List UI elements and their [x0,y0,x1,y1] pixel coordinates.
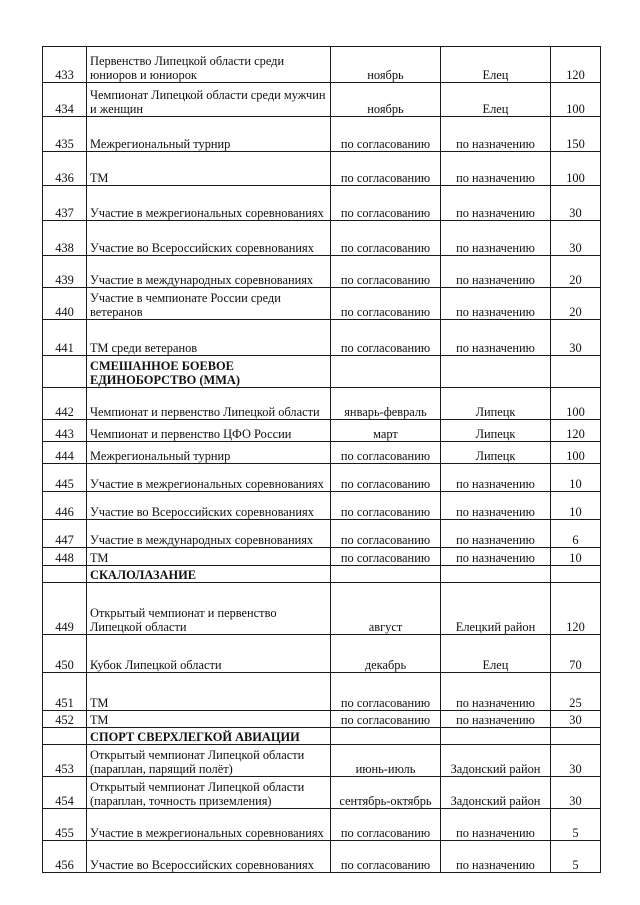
participants-count: 10 [551,492,601,520]
row-number: 441 [43,320,87,356]
table-row [43,221,601,256]
participants-count: 100 [551,83,601,117]
participants-count: 10 [551,548,601,566]
event-date: по согласованию [331,117,441,152]
event-date: июнь-июль [331,745,441,777]
row-number: 447 [43,520,87,548]
event-date: август [331,583,441,635]
row-number: 451 [43,673,87,711]
event-place: по назначению [441,256,551,288]
event-name: ТМ [87,152,331,186]
participants-count: 150 [551,117,601,152]
event-name: Участие в межрегиональных соревнованиях [87,809,331,841]
event-date: по согласованию [331,841,441,873]
event-name: Кубок Липецкой области [87,635,331,673]
participants-count: 10 [551,464,601,492]
event-place: Задонский район [441,745,551,777]
row-number: 440 [43,288,87,320]
participants-count: 70 [551,635,601,673]
table-row [43,745,601,777]
event-date: март [331,420,441,442]
event-name: ТМ [87,673,331,711]
section-title: СКАЛОЛАЗАНИЕ [87,566,331,583]
event-place: по назначению [441,548,551,566]
row-number: 436 [43,152,87,186]
event-date: по согласованию [331,464,441,492]
event-name: Участие в межрегиональных соревнованиях [87,186,331,221]
event-place: по назначению [441,152,551,186]
table-row [43,548,601,566]
row-number: 434 [43,83,87,117]
event-date: по согласованию [331,442,441,464]
event-place: по назначению [441,711,551,728]
event-place: по назначению [441,186,551,221]
participants-count: 30 [551,711,601,728]
event-name: ТМ среди ветеранов [87,320,331,356]
table-row [43,673,601,711]
event-name: Участие во Всероссийских соревнованиях [87,841,331,873]
event-place [441,566,551,583]
event-date [331,728,441,745]
event-date [331,566,441,583]
table-row [43,47,601,83]
table-row [43,152,601,186]
row-number: 455 [43,809,87,841]
row-number: 454 [43,777,87,809]
event-name: ТМ [87,711,331,728]
table-row [43,711,601,728]
event-name: Межрегиональный турнир [87,442,331,464]
event-date: по согласованию [331,221,441,256]
event-place: по назначению [441,809,551,841]
row-number: 450 [43,635,87,673]
event-date: декабрь [331,635,441,673]
events-table [42,46,601,873]
table-row [43,420,601,442]
section-title: СМЕШАННОЕ БОЕВОЕ ЕДИНОБОРСТВО (ММА) [87,356,331,388]
event-date: сентябрь-октябрь [331,777,441,809]
event-place: по назначению [441,117,551,152]
event-place [441,356,551,388]
participants-count: 25 [551,673,601,711]
table-row [43,186,601,221]
event-name: Чемпионат и первенство Липецкой области [87,388,331,420]
event-date: по согласованию [331,711,441,728]
table-row [43,117,601,152]
event-name: Чемпионат Липецкой области среди мужчин и женщин [87,83,331,117]
event-name: Открытый чемпионат Липецкой области (параплан, парящий полёт) [87,745,331,777]
participants-count: 30 [551,221,601,256]
event-place: по назначению [441,221,551,256]
event-date: ноябрь [331,47,441,83]
row-number: 456 [43,841,87,873]
event-place: по назначению [441,520,551,548]
table-row [43,442,601,464]
participants-count: 120 [551,420,601,442]
row-number [43,728,87,745]
event-place: Липецк [441,442,551,464]
row-number: 453 [43,745,87,777]
participants-count: 100 [551,388,601,420]
event-name: Открытый чемпионат и первенство Липецкой области [87,583,331,635]
participants-count: 20 [551,288,601,320]
table-row [43,583,601,635]
event-date: по согласованию [331,256,441,288]
table-row [43,809,601,841]
participants-count: 100 [551,442,601,464]
event-place: Елец [441,47,551,83]
row-number: 439 [43,256,87,288]
event-name: ТМ [87,548,331,566]
participants-count: 30 [551,745,601,777]
table-row [43,492,601,520]
event-date: по согласованию [331,152,441,186]
section-header-row [43,566,601,583]
row-number: 433 [43,47,87,83]
participants-count: 120 [551,583,601,635]
table-row [43,83,601,117]
section-header-row [43,356,601,388]
row-number: 449 [43,583,87,635]
event-date: по согласованию [331,673,441,711]
event-place: Липецк [441,420,551,442]
event-place: Елец [441,83,551,117]
event-place: Задонский район [441,777,551,809]
event-date [331,356,441,388]
event-name: Открытый чемпионат Липецкой области (параплан, точность приземления) [87,777,331,809]
event-name: Первенство Липецкой области среди юниоров и юниорок [87,47,331,83]
participants-count: 20 [551,256,601,288]
participants-count [551,728,601,745]
event-name: Участие в межрегиональных соревнованиях [87,464,331,492]
table-row [43,464,601,492]
row-number: 443 [43,420,87,442]
table-row [43,635,601,673]
table-row [43,520,601,548]
row-number: 444 [43,442,87,464]
event-place: по назначению [441,288,551,320]
event-name: Межрегиональный турнир [87,117,331,152]
participants-count: 100 [551,152,601,186]
table-row [43,320,601,356]
event-place: по назначению [441,492,551,520]
event-date: по согласованию [331,520,441,548]
event-date: ноябрь [331,83,441,117]
event-place: Елецкий район [441,583,551,635]
event-place [441,728,551,745]
row-number: 448 [43,548,87,566]
event-date: январь-февраль [331,388,441,420]
row-number: 437 [43,186,87,221]
row-number: 435 [43,117,87,152]
participants-count: 30 [551,320,601,356]
participants-count: 6 [551,520,601,548]
row-number: 438 [43,221,87,256]
event-date: по согласованию [331,288,441,320]
event-place: по назначению [441,464,551,492]
row-number [43,356,87,388]
table-row [43,388,601,420]
event-name: Участие в международных соревнованиях [87,520,331,548]
event-place: по назначению [441,673,551,711]
event-place: по назначению [441,841,551,873]
event-name: Участие в чемпионате России среди ветеранов [87,288,331,320]
event-date: по согласованию [331,492,441,520]
event-name: Участие в международных соревнованиях [87,256,331,288]
row-number: 446 [43,492,87,520]
row-number: 445 [43,464,87,492]
event-place: Елец [441,635,551,673]
event-name: Участие во Всероссийских соревнованиях [87,221,331,256]
table-row [43,288,601,320]
participants-count [551,356,601,388]
table-row [43,841,601,873]
participants-count [551,566,601,583]
table-row [43,777,601,809]
participants-count: 30 [551,186,601,221]
event-date: по согласованию [331,548,441,566]
section-title: СПОРТ СВЕРХЛЕГКОЙ АВИАЦИИ [87,728,331,745]
event-name: Участие во Всероссийских соревнованиях [87,492,331,520]
participants-count: 5 [551,841,601,873]
row-number: 452 [43,711,87,728]
event-date: по согласованию [331,809,441,841]
event-date: по согласованию [331,186,441,221]
participants-count: 120 [551,47,601,83]
row-number [43,566,87,583]
participants-count: 30 [551,777,601,809]
event-place: Липецк [441,388,551,420]
event-name: Чемпионат и первенство ЦФО России [87,420,331,442]
participants-count: 5 [551,809,601,841]
event-place: по назначению [441,320,551,356]
row-number: 442 [43,388,87,420]
table-row [43,256,601,288]
event-date: по согласованию [331,320,441,356]
section-header-row [43,728,601,745]
